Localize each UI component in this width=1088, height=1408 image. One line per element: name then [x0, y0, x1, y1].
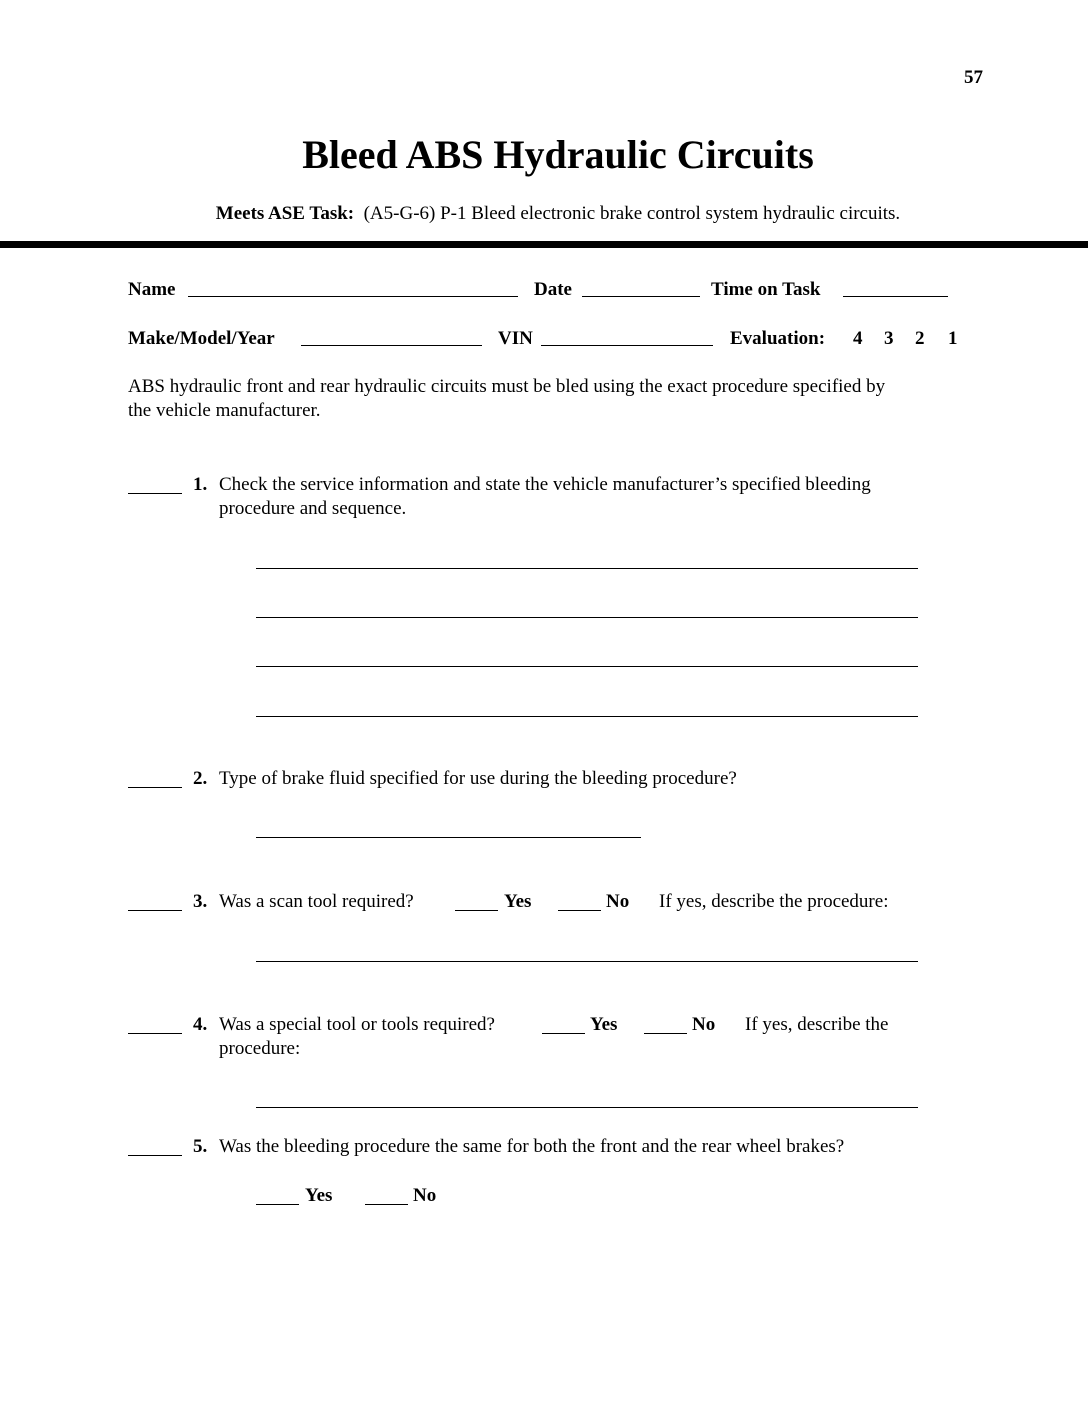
- q1-text-2: procedure and sequence.: [219, 498, 407, 519]
- q3-yes-blank[interactable]: [455, 910, 498, 911]
- q3-answer-line[interactable]: [256, 961, 918, 962]
- q5-no-blank[interactable]: [365, 1204, 408, 1205]
- q4-yes-label: Yes: [590, 1014, 618, 1035]
- q4-answer-line[interactable]: [256, 1107, 918, 1108]
- q3-yes-label: Yes: [504, 891, 532, 912]
- make-model-year-label: Make/Model/Year: [128, 328, 275, 349]
- q1-number: 1.: [193, 474, 208, 495]
- q1-check-blank[interactable]: [128, 493, 182, 494]
- q4-no-blank[interactable]: [644, 1033, 687, 1034]
- time-on-task-field[interactable]: [843, 296, 948, 297]
- score-1[interactable]: 1: [948, 328, 958, 349]
- q3-no-label: No: [606, 891, 630, 912]
- q4-text-2: procedure:: [219, 1038, 301, 1059]
- q4-no-label: No: [692, 1014, 716, 1035]
- q2-check-blank[interactable]: [128, 787, 182, 788]
- intro-line-1: ABS hydraulic front and rear hydraulic circuits must be bled using the exact procedure specified by: [128, 376, 886, 397]
- name-label: Name: [128, 279, 176, 300]
- name-field[interactable]: [188, 296, 518, 297]
- header-divider: [0, 241, 1088, 248]
- date-label: Date: [534, 279, 572, 300]
- q5-no-label: No: [413, 1185, 437, 1206]
- page-title: Bleed ABS Hydraulic Circuits: [302, 132, 814, 177]
- q2-answer-line[interactable]: [256, 837, 641, 838]
- q2-text: Type of brake fluid specified for use during the bleeding procedure?: [219, 768, 737, 789]
- q3-text: Was a scan tool required?: [219, 891, 414, 912]
- make-model-year-field[interactable]: [301, 345, 482, 346]
- q1-answer-line[interactable]: [256, 716, 918, 717]
- evaluation-label: Evaluation:: [730, 328, 826, 349]
- q5-number: 5.: [193, 1136, 208, 1157]
- q4-text-1: Was a special tool or tools required?: [219, 1014, 495, 1035]
- q4-number: 4.: [193, 1014, 208, 1035]
- date-field[interactable]: [582, 296, 700, 297]
- task-label: Meets ASE Task:: [215, 203, 355, 224]
- q5-yes-label: Yes: [305, 1185, 333, 1206]
- vin-label: VIN: [498, 328, 533, 349]
- q5-yes-blank[interactable]: [256, 1204, 299, 1205]
- q4-check-blank[interactable]: [128, 1033, 182, 1034]
- task-line: [0, 202, 1088, 226]
- page-number: 57: [964, 67, 983, 88]
- q3-after-text: If yes, describe the procedure:: [659, 891, 889, 912]
- score-2[interactable]: 2: [915, 328, 925, 349]
- task-text: (A5-G-6) P-1 Bleed electronic brake control system hydraulic circuits.: [363, 203, 901, 224]
- q5-check-blank[interactable]: [128, 1155, 182, 1156]
- q3-check-blank[interactable]: [128, 910, 182, 911]
- q4-yes-blank[interactable]: [542, 1033, 585, 1034]
- score-4[interactable]: 4: [853, 328, 863, 349]
- q1-answer-line[interactable]: [256, 568, 918, 569]
- q1-text-1: Check the service information and state the vehicle manufacturer’s specified bleeding: [219, 474, 871, 495]
- intro-line-2: the vehicle manufacturer.: [128, 400, 321, 421]
- q1-answer-line[interactable]: [256, 617, 918, 618]
- q5-text: Was the bleeding procedure the same for both the front and the rear wheel brakes?: [219, 1136, 845, 1157]
- q3-no-blank[interactable]: [558, 910, 601, 911]
- vin-field[interactable]: [541, 345, 713, 346]
- q2-number: 2.: [193, 768, 208, 789]
- score-3[interactable]: 3: [884, 328, 894, 349]
- time-on-task-label: Time on Task: [711, 279, 821, 300]
- q3-number: 3.: [193, 891, 208, 912]
- q4-after-text: If yes, describe the: [745, 1014, 889, 1035]
- q1-answer-line[interactable]: [256, 666, 918, 667]
